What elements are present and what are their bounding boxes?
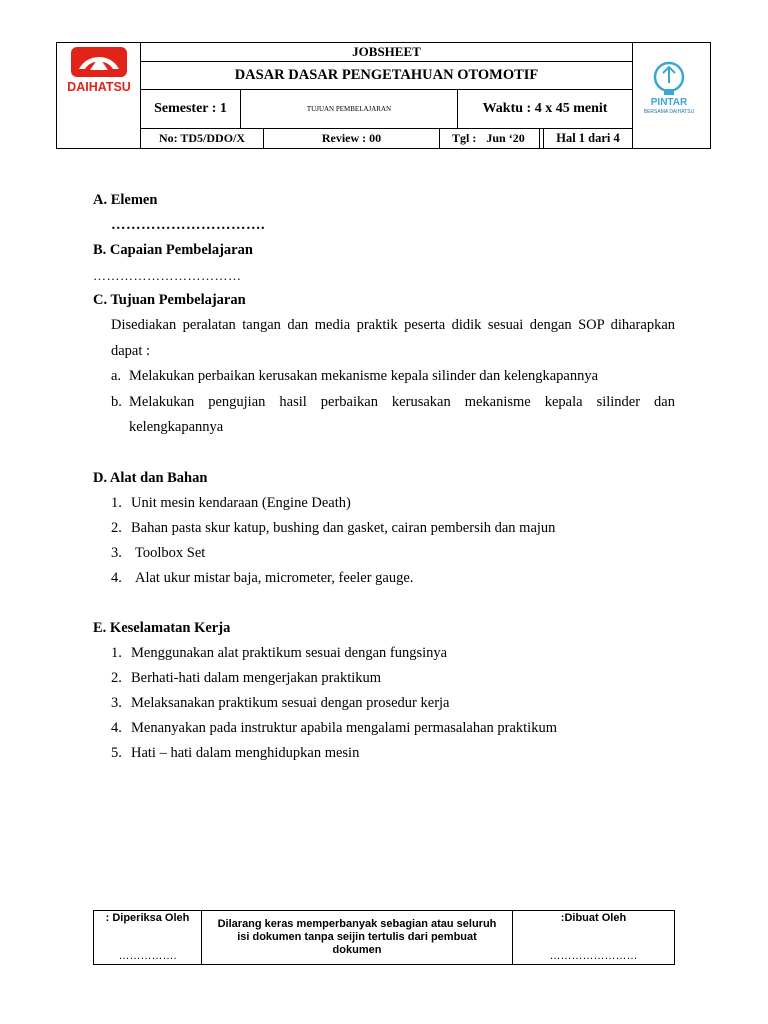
list-marker: 2. [111, 669, 122, 686]
review-number: Review : 00 [321, 131, 382, 145]
copyright-notice-cell [202, 911, 513, 964]
list-item [93, 491, 675, 516]
list-item [93, 364, 675, 390]
list-marker: 3. [111, 544, 122, 561]
list-item [93, 666, 675, 691]
list-item [93, 516, 675, 541]
list-item-text: Alat ukur mistar baja, micrometer, feeler gauge. [135, 569, 414, 586]
page-indicator: Hal 1 dari 4 [556, 131, 620, 145]
list-item [93, 566, 675, 591]
made-by-cell [513, 911, 674, 964]
checked-by-cell [94, 911, 202, 964]
section-e-title: E. Keselamatan Kerja [93, 619, 231, 636]
document-body [93, 188, 675, 766]
section-d-title: D. Alat dan Bahan [93, 469, 208, 486]
pintar-logo-text: PINTAR [650, 97, 688, 108]
daihatsu-logo-text: DAIHATSU [67, 80, 131, 94]
list-marker: 1. [111, 644, 122, 661]
list-item [93, 541, 675, 566]
list-item-text: Melakukan perbaikan kerusakan mekanisme kepala silinder dan kelengkapannya [129, 368, 599, 384]
list-item-text: Hati – hati dalam menghidupkan mesin [131, 744, 360, 761]
list-item-text: Melakukan pengujian hasil perbaikan kerusakan mekanisme kepala silinder dan kelengkapannya [129, 393, 675, 435]
section-a-title: A. Elemen [93, 192, 158, 208]
pintar-logo [633, 43, 711, 148]
list-marker: a. [111, 368, 122, 384]
list-marker: 5. [111, 744, 122, 761]
approval-footer-table [93, 910, 675, 965]
list-item [93, 641, 675, 666]
list-item-text: Melaksanakan praktikum sesuai dengan prosedur kerja [131, 694, 450, 711]
made-by-signature-line: …………………… [549, 950, 638, 962]
daihatsu-logo [57, 43, 141, 148]
copyright-notice: Dilarang keras memperbanyak sebagian atau seluruh isi dokumen tanpa seijin tertulis dari pembuat dokumen [217, 918, 497, 956]
list-item-text: Menggunakan alat praktikum sesuai dengan fungsinya [131, 644, 448, 661]
date-label: Tgl : [452, 131, 477, 145]
section-b-title: B. Capaian Pembelajaran [93, 242, 253, 258]
list-marker: 3. [111, 694, 122, 711]
list-item-text: Unit mesin kendaraan (Engine Death) [131, 494, 351, 511]
date-value: Jun ‘20 [486, 131, 525, 145]
list-item-text: Menanyakan pada instruktur apabila mengalami permasalahan praktikum [131, 719, 557, 736]
list-item [93, 390, 675, 441]
document-number: No: TD5/DDO/X [158, 131, 246, 145]
list-item [93, 741, 675, 766]
list-marker: b. [111, 393, 122, 410]
subject-title: DASAR DASAR PENGETAHUAN OTOMOTIF [234, 67, 539, 83]
list-marker: 2. [111, 519, 122, 536]
tujuan-label: TUJUAN PEMBELAJARAN [306, 105, 392, 113]
section-c-title: C. Tujuan Pembelajaran [93, 292, 246, 308]
list-item-text: Berhati-hati dalam mengerjakan praktikum [131, 669, 382, 686]
section-c-intro: Disediakan peralatan tangan dan media praktik peserta didik sesuai dengan SOP diharapkan dapat : [111, 317, 675, 359]
list-marker: 1. [111, 494, 122, 511]
section-a-placeholder: …………………………. [111, 217, 266, 233]
list-item [93, 691, 675, 716]
list-marker: 4. [111, 569, 122, 586]
waktu-label: Waktu : 4 x 45 menit [482, 101, 608, 116]
checked-by-label: : Diperiksa Oleh [105, 912, 190, 924]
list-item [93, 716, 675, 741]
date-field [440, 129, 539, 148]
jobsheet-title: JOBSHEET [352, 44, 421, 59]
list-item-text: Bahan pasta skur katup, bushing dan gasket, cairan pembersih dan majun [131, 519, 556, 536]
document-header-table [56, 42, 711, 149]
list-marker: 4. [111, 719, 122, 736]
pintar-logo-subtext: BERSAMA DAIHATSU [643, 109, 695, 115]
semester-label: Semester : 1 [154, 101, 227, 116]
made-by-label: :Dibuat Oleh [560, 912, 627, 924]
checked-by-signature-line: ……………. [118, 950, 177, 962]
list-item-text: Toolbox Set [135, 544, 206, 561]
section-b-placeholder: …………………………… [93, 268, 242, 283]
